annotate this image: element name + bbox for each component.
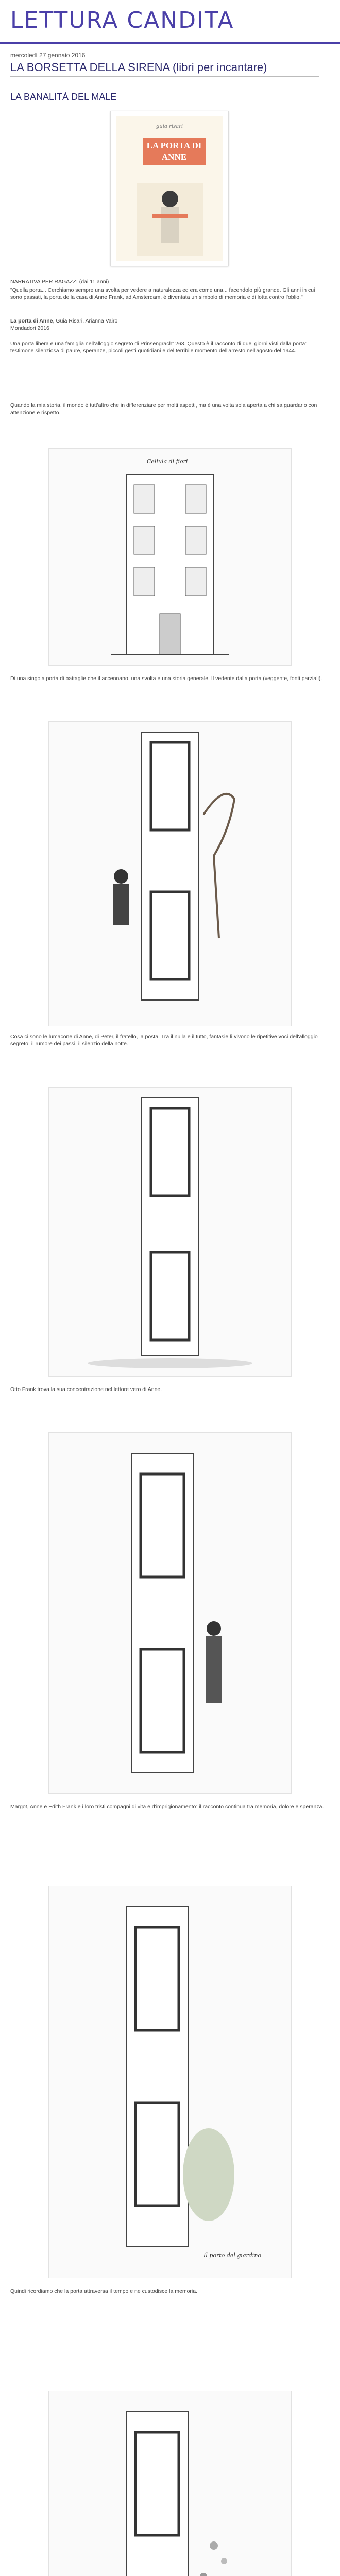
door-deer-icon	[49, 722, 291, 1026]
paragraph-6: Otto Frank trova la sua concentrazione nel lettore vero di Anne.	[10, 1386, 162, 1393]
door-figures-icon	[49, 1433, 291, 1793]
paragraph-8: Quindi ricordiamo che la porta attraversa il tempo e ne custodisce la memoria.	[10, 2288, 197, 2294]
illustration-house-facade[interactable]	[48, 448, 292, 666]
cover-author: guia risari	[156, 124, 183, 129]
blog-title[interactable]: LETTURA CANDITA	[10, 7, 234, 33]
illustration-caption: Cellula di fiori	[147, 458, 188, 465]
paragraph-3: Quando la mia storia, il mondo è tutt'altro che in differenziare per molti aspetti, ma è una volta sola aperta a chi sa guardarlo con attenzione e rispetto.	[10, 402, 317, 416]
paragraph-7: Margot, Anne e Edith Frank e i loro tristi compagni di vita e d'imprigionamento: il racconto continua tra memoria, dolore e speranza.	[10, 1804, 324, 1810]
illustration-door-deer[interactable]	[48, 721, 292, 1026]
illustration-door-garden[interactable]	[48, 1886, 292, 2278]
post-date: mercoledì 27 gennaio 2016	[10, 52, 86, 59]
post-divider	[10, 76, 319, 77]
section-heading: LA BANALITÀ DEL MALE	[10, 92, 117, 102]
door-garden-icon	[49, 1886, 291, 2278]
cover-artwork	[116, 116, 223, 261]
door-flowers-icon	[49, 2391, 291, 2576]
book-title: La porta di Anne	[10, 318, 53, 324]
door-bench-icon	[49, 1088, 291, 1376]
paragraph-4: Di una singola porta di battaglie che il accennano, una svolta e una storia generale. Il vedente dalla porta (veggente, fonti parziali).	[10, 675, 322, 682]
illustration-caption-2: Il porto del giardino	[203, 2252, 262, 2259]
intro-label: NARRATIVA PER RAGAZZI (dai 11 anni)	[10, 279, 109, 285]
title-divider	[0, 42, 340, 44]
book-authors: Guia Risari, Arianna Vairo	[56, 318, 118, 324]
house-facade-icon	[49, 449, 291, 665]
paragraph-5: Cosa ci sono le lumacone di Anne, di Peter, il fratello, la posta. Tra il nulla e il tutto, fantasie lì vivono le ripetitive voci dell'alloggio segreto: il rumore dei passi, il silenzio della notte.	[10, 1033, 318, 1047]
cover-title: LA PORTA DI ANNE	[143, 138, 206, 165]
book-cover-image[interactable]	[110, 111, 229, 266]
book-info: La porta di Anne, Guia Risari, Arianna Vairo Mondadori 2016	[10, 318, 118, 331]
paragraph-1: "Quella porta... Cerchiamo sempre una svolta per vedere a naturalezza ed era come una... facendolo più grande. Gli anni in cui sono passati, la porta della casa di Anne Frank, ad Amsterdam, è diventata un simbolo di memoria e di lotta contro l'oblio."	[10, 287, 315, 300]
book-publisher: Mondadori 2016	[10, 325, 49, 331]
illustration-door-flowers[interactable]	[48, 2391, 292, 2576]
illustration-door-bench[interactable]	[48, 1087, 292, 1377]
illustration-door-figures[interactable]	[48, 1432, 292, 1794]
paragraph-2: Una porta libera e una famiglia nell'alloggio segreto di Prinsengracht 263. Questo è il racconto di quei giorni visti dalla porta: testimone silenziosa di paure, speranze, piccoli gesti quotidiani e del terribile momento dell'arresto nell'agosto del 1944.	[10, 341, 307, 354]
post-title[interactable]: LA BORSETTA DELLA SIRENA (libri per incantare)	[10, 61, 267, 74]
